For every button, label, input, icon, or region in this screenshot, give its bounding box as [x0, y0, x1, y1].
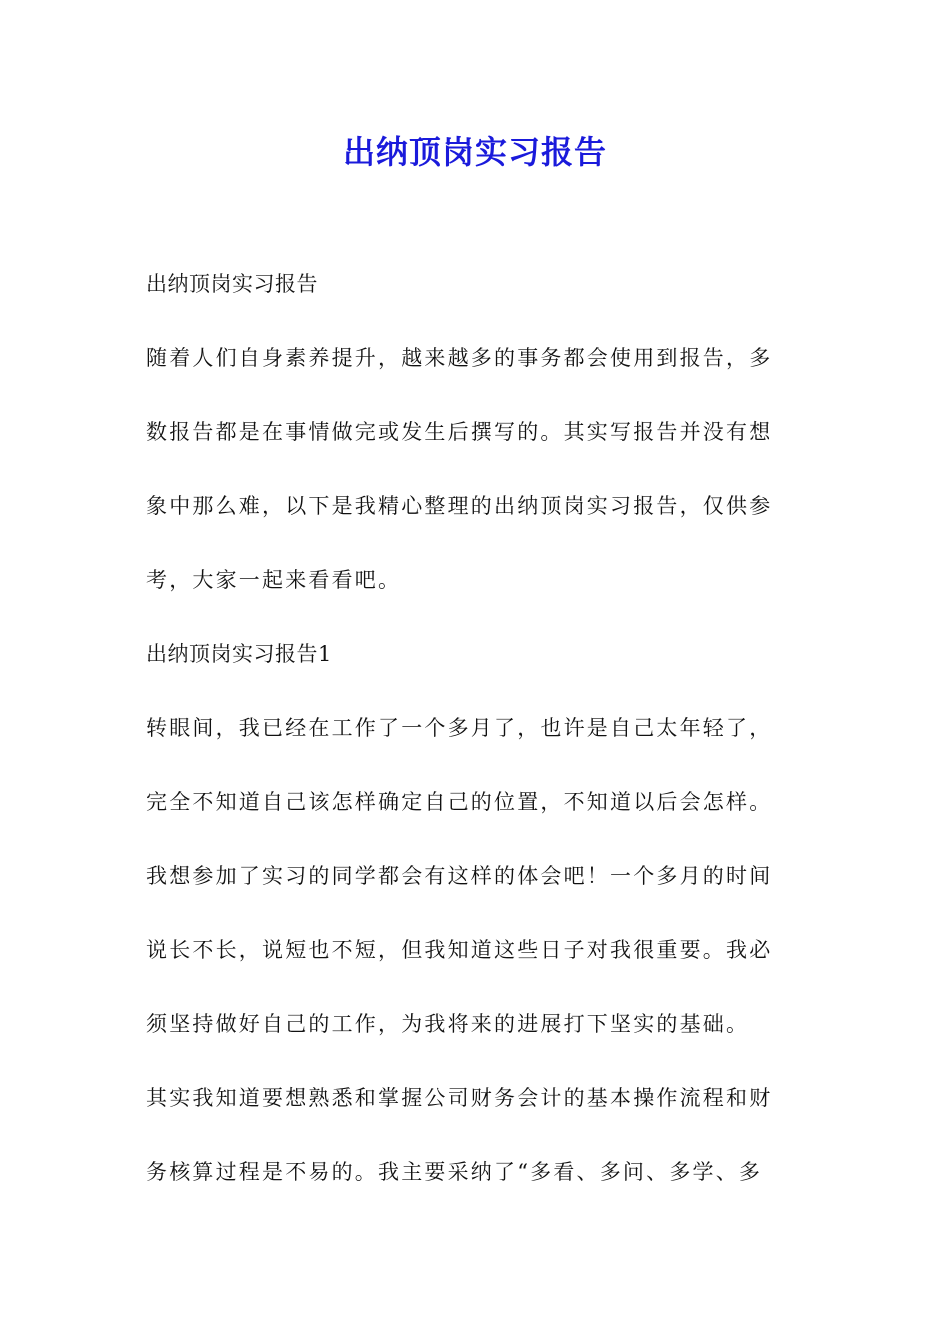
text-line: 说长不长，说短也不短，但我知道这些日子对我很重要。我必	[146, 938, 773, 962]
section-heading: 出纳顶岗实习报告	[146, 272, 318, 296]
document-body	[146, 262, 806, 1224]
text-line: 我想参加了实习的同学都会有这样的体会吧！一个多月的时间	[146, 864, 773, 888]
text-line: 随着人们自身素养提升，越来越多的事务都会使用到报告，多	[146, 346, 773, 370]
text-line: 考，大家一起来看看吧。	[146, 568, 402, 592]
text-line: 其实我知道要想熟悉和掌握公司财务会计的基本操作流程和财	[146, 1086, 773, 1110]
document-title: 出纳顶岗实习报告	[342, 133, 607, 171]
text-line: 转眼间，我已经在工作了一个多月了，也许是自己太年轻了，	[146, 716, 773, 740]
text-line: 完全不知道自己该怎样确定自己的位置，不知道以后会怎样。	[146, 790, 773, 814]
text-line: 数报告都是在事情做完或发生后撰写的。其实写报告并没有想	[146, 420, 773, 444]
text-line: 象中那么难，以下是我精心整理的出纳顶岗实习报告，仅供参	[146, 494, 773, 518]
text-line: 须坚持做好自己的工作，为我将来的进展打下坚实的基础。	[146, 1012, 750, 1036]
text-line: 务核算过程是不易的。我主要采纳了“多看、多问、多学、多	[146, 1160, 763, 1184]
section-heading: 出纳顶岗实习报告1	[146, 642, 332, 666]
